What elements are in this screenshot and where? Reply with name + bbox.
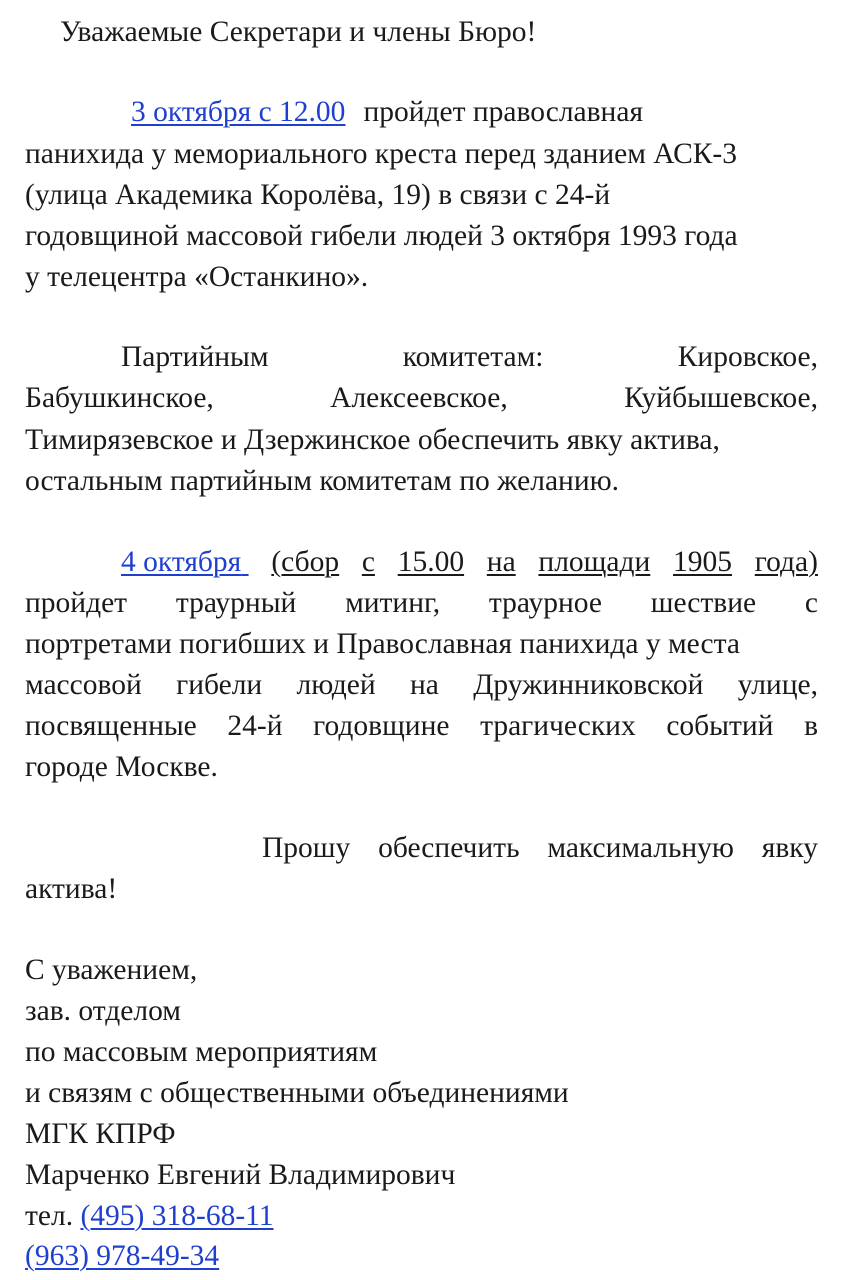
p2-line1: [121, 337, 818, 377]
p3-word: гибели: [176, 669, 263, 701]
p3-word: траурный: [175, 587, 297, 619]
p3-word: митинг,: [345, 587, 441, 619]
p2-word: Кировское,: [677, 341, 818, 373]
date-link-oct3[interactable]: 3 октября с 12.00: [131, 96, 346, 128]
p3-word: пройдет: [25, 587, 128, 619]
p1-first-line: [131, 92, 643, 132]
p3-word: 24-й: [227, 710, 283, 742]
p3-line4: [25, 665, 818, 705]
p3-first-line: [121, 542, 818, 582]
p3-line6: городе Москве.: [25, 751, 218, 783]
phone-link-2[interactable]: (963) 978-49-34: [25, 1240, 220, 1272]
gathering-word: 15.00: [397, 546, 465, 578]
sign-regards: С уважением,: [25, 954, 198, 986]
p3-word: людей: [296, 669, 376, 701]
p2-line2: [25, 378, 818, 418]
p2-line4: остальным партийным комитетам по желанию.: [25, 465, 620, 497]
sign-org: МГК КПРФ: [25, 1118, 176, 1150]
p2-word: комитетам:: [402, 341, 544, 373]
gathering-word: 1905: [673, 546, 733, 578]
sign-position3: и связям с общественными объединениями: [25, 1077, 569, 1109]
sign-phone-line: [25, 1196, 274, 1236]
gathering-word: на: [486, 546, 516, 578]
tel-label: тел.: [25, 1200, 74, 1232]
p2-word: Бабушкинское,: [25, 382, 214, 414]
p1-line1-rest: пройдет православная: [363, 96, 644, 128]
sign-name: Марченко Евгений Владимирович: [25, 1159, 456, 1191]
p3-word: событий: [666, 710, 774, 742]
p3-word: траурное: [488, 587, 602, 619]
gathering-word: с: [361, 546, 375, 578]
p3-word: массовой: [25, 669, 142, 701]
p3-word: трагических: [480, 710, 636, 742]
p3-word: Дружинниковской: [473, 669, 704, 701]
p3-line5: [25, 706, 818, 746]
date-link-oct4-trailing-space: [241, 546, 248, 578]
greeting: Уважаемые Секретари и члены Бюро!: [60, 16, 537, 48]
p3-line3: портретами погибших и Православная панихида у места: [25, 628, 740, 660]
p2-word: Партийным: [121, 341, 269, 373]
p4-word: обеспечить: [378, 832, 520, 864]
date-link-oct4[interactable]: 4 октября: [121, 546, 242, 578]
p4-word: максимальную: [547, 832, 734, 864]
phone-link-1[interactable]: (495) 318-68-11: [80, 1200, 274, 1232]
p1-line5: у телецентра «Останкино».: [25, 261, 369, 293]
p1-line2: панихида у мемориального креста перед зданием АСК-3: [25, 138, 738, 170]
p4-line1: [262, 828, 818, 868]
gathering-word: площади: [538, 546, 651, 578]
sign-position1: зав. отделом: [25, 995, 181, 1027]
p2-word: Алексеевское,: [330, 382, 508, 414]
p4-line2: актива!: [25, 873, 118, 905]
p3-word: в: [804, 710, 818, 742]
gathering-word: года): [754, 546, 818, 578]
gathering-word: (сбор: [271, 546, 340, 578]
p1-line3: (улица Академика Королёва, 19) в связи с 24-й: [25, 179, 611, 211]
p3-word: посвященные: [25, 710, 197, 742]
p3-word: годовщине: [313, 710, 450, 742]
p4-word: Прошу: [262, 832, 351, 864]
sign-phone2-line: [25, 1236, 219, 1276]
p3-word: шествие: [650, 587, 757, 619]
p3-word: улице,: [737, 669, 818, 701]
p4-word: явку: [761, 832, 818, 864]
p3-word: с: [804, 587, 818, 619]
p3-line2: [25, 583, 818, 623]
p3-word: на: [410, 669, 439, 701]
sign-position2: по массовым мероприятиям: [25, 1036, 378, 1068]
p1-line4: годовщиной массовой гибели людей 3 октября 1993 года: [25, 220, 738, 252]
p2-word: Куйбышевское,: [624, 382, 818, 414]
p2-line3: Тимирязевское и Дзержинское обеспечить явку актива,: [25, 424, 720, 456]
